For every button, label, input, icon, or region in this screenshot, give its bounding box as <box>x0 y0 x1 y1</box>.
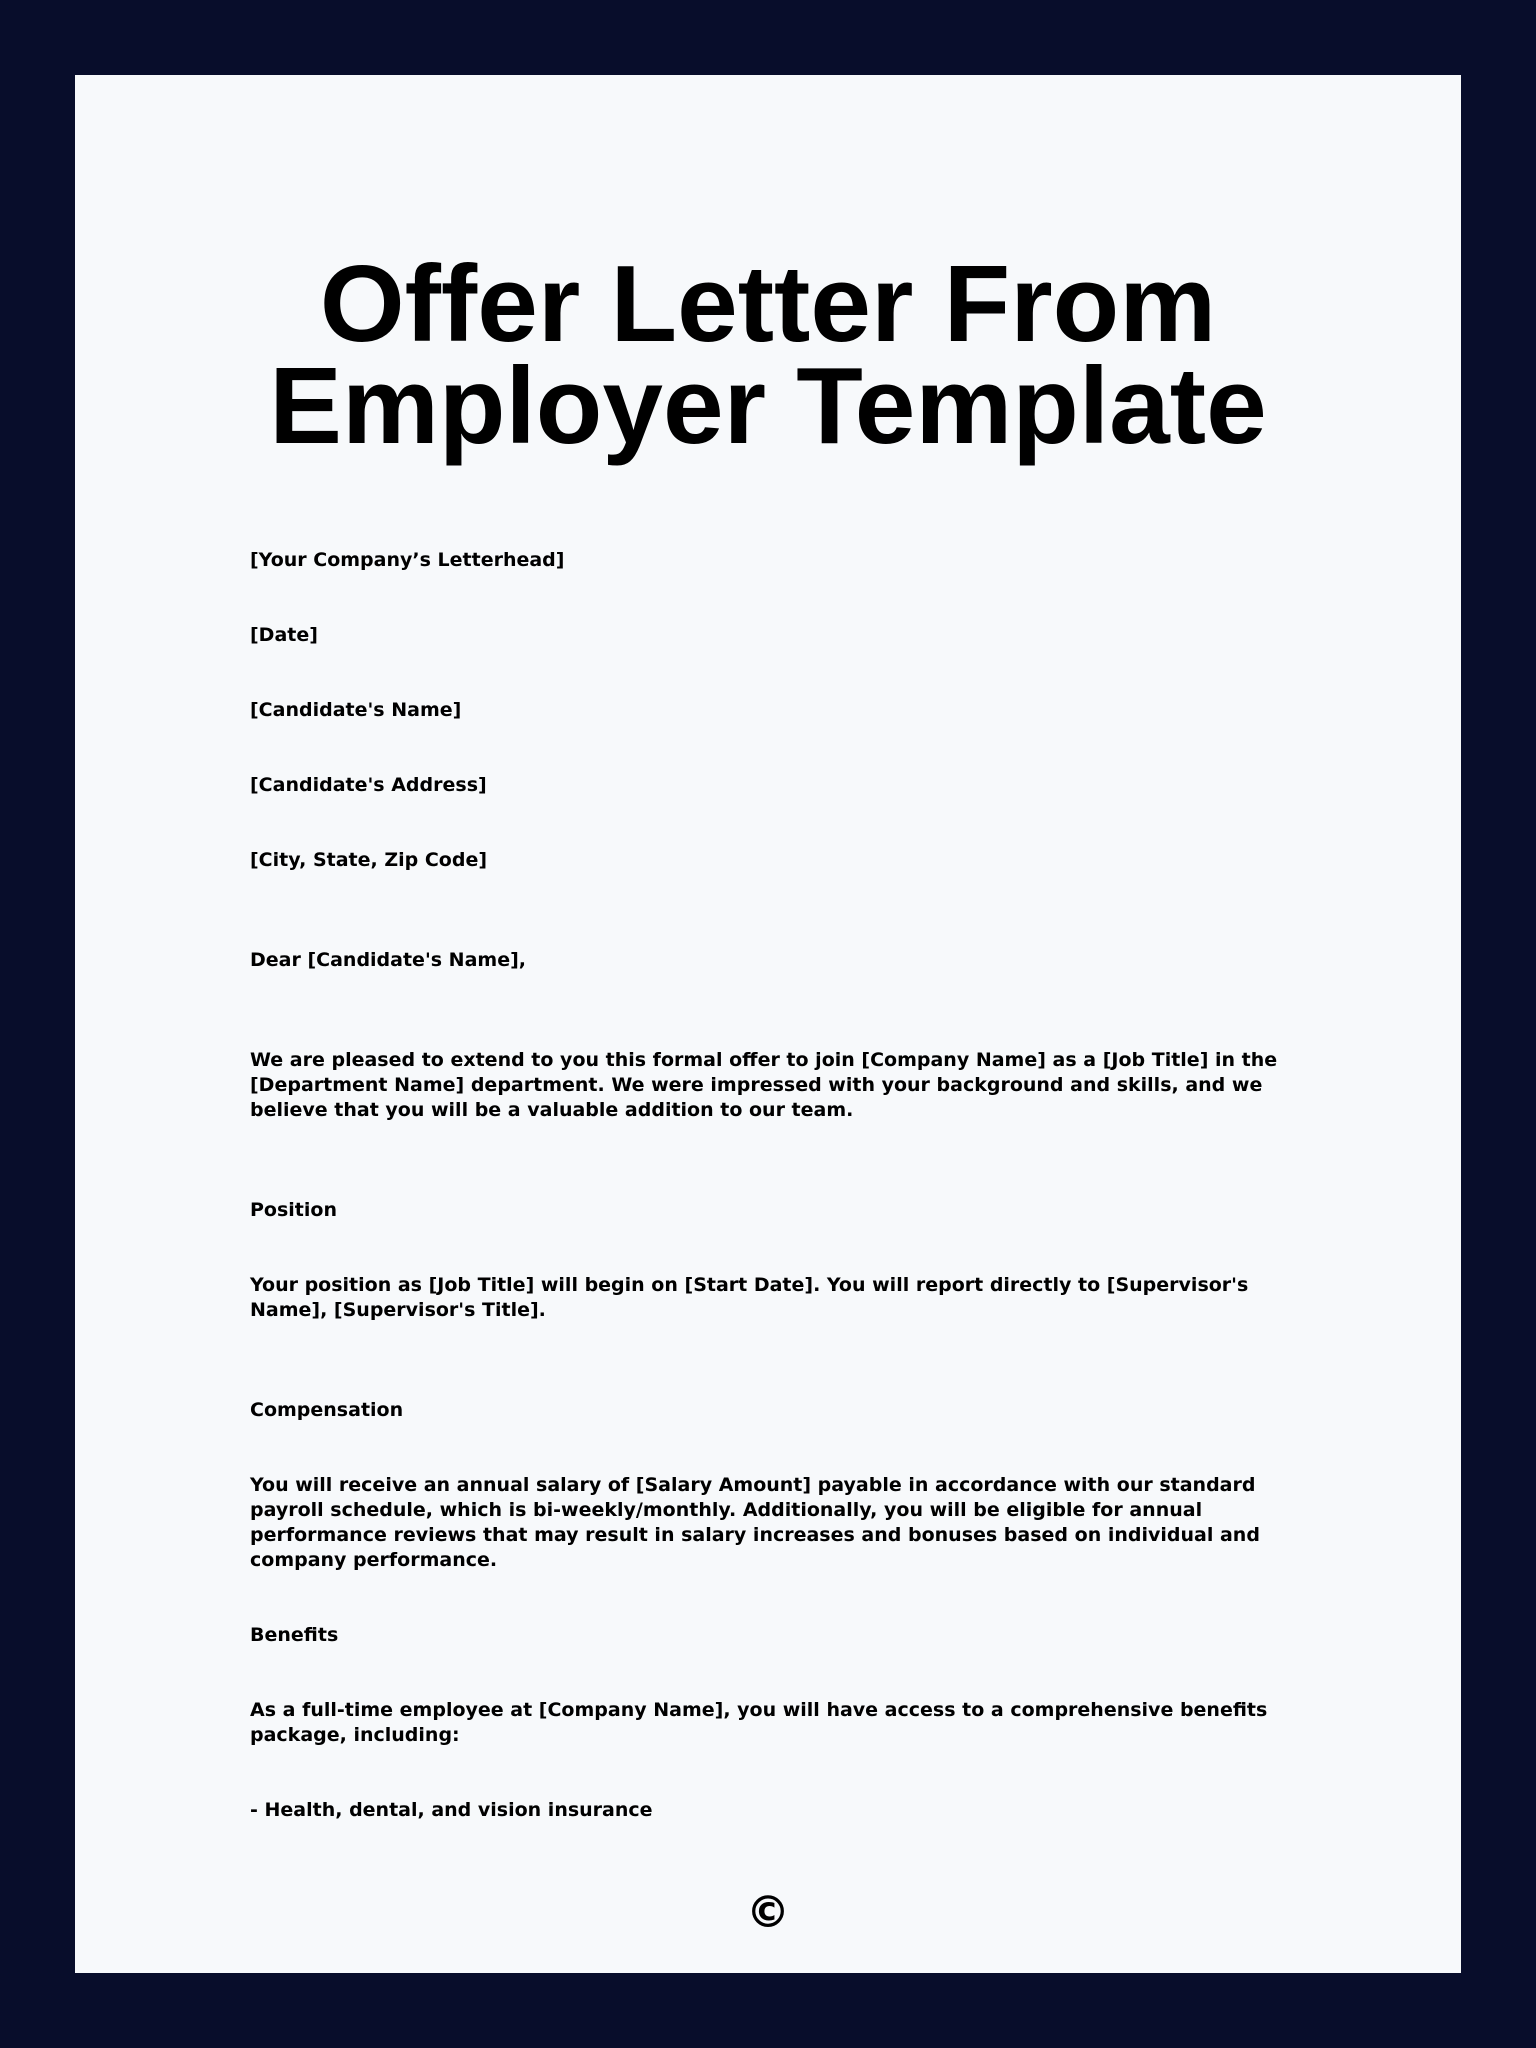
intro-paragraph: We are pleased to extend to you this formal offer to join [Company Name] as a [Job Title] in the [Department Name] department. We were impressed with your background and skills, and we believe that you will be a valuable addition to our team. <box>250 1049 1278 1121</box>
benefits-heading: Benefits <box>250 1624 339 1646</box>
document-title: Offer Letter From Employer Template <box>269 243 1267 467</box>
compensation-paragraph: You will receive an annual salary of [Salary Amount] payable in accordance with our standard payroll schedule, which is bi-weekly/monthly. Additionally, you will be eligible for annual performance reviews that may result in salary increases and bonuses based on individual and company performance. <box>250 1474 1260 1571</box>
salutation: Dear [Candidate's Name], <box>250 949 526 971</box>
document-page <box>75 75 1461 1973</box>
candidate-address-placeholder: [Candidate's Address] <box>250 774 487 796</box>
date-placeholder: [Date] <box>250 624 318 646</box>
candidate-name-placeholder: [Candidate's Name] <box>250 699 462 721</box>
copyright-icon: © <box>746 1887 790 1938</box>
benefit-list-item: - Health, dental, and vision insurance <box>250 1799 653 1821</box>
compensation-heading: Compensation <box>250 1399 404 1421</box>
city-state-zip-placeholder: [City, State, Zip Code] <box>250 849 488 871</box>
letterhead-placeholder: [Your Company’s Letterhead] <box>250 549 565 571</box>
benefits-paragraph: As a full-time employee at [Company Name], you will have access to a comprehensive benefits package, including: <box>250 1699 1268 1746</box>
position-paragraph: Your position as [Job Title] will begin on [Start Date]. You will report directly to [Supervisor's Name], [Supervisor's Title]. <box>250 1274 1249 1321</box>
position-heading: Position <box>250 1199 337 1221</box>
